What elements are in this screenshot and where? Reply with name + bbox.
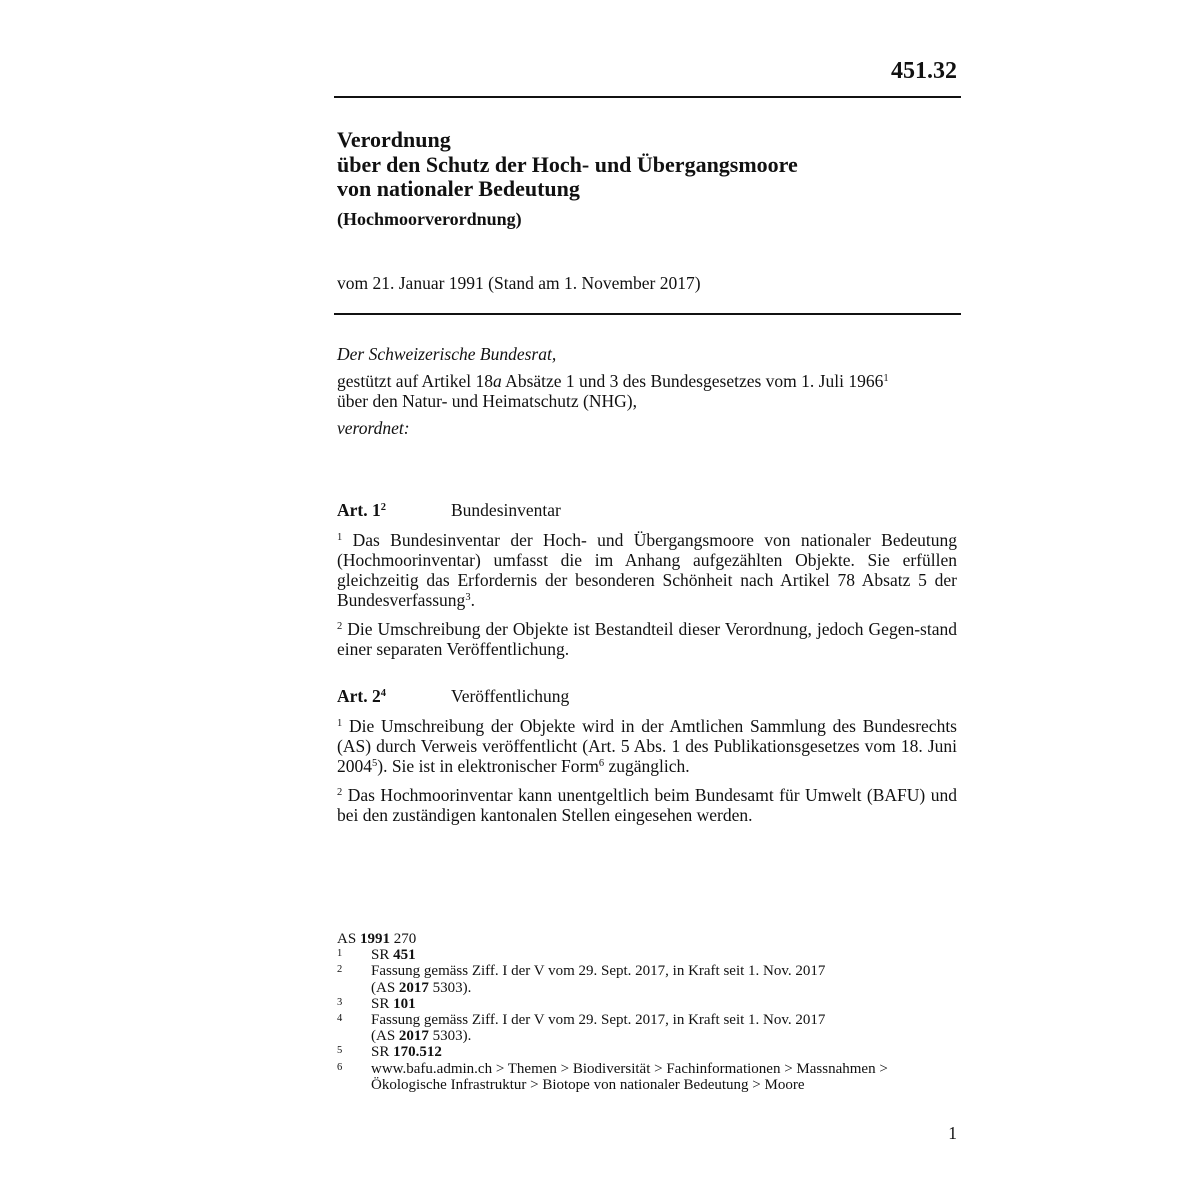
paragraph-number: 2 — [337, 621, 343, 632]
basis-italic: a — [493, 371, 502, 391]
page-number: 1 — [948, 1123, 957, 1143]
footnote-6-link[interactable]: www.bafu.admin.ch > Themen > Biodiversität > Fachinformationen > Massnahmen > — [371, 1060, 888, 1077]
basis-line-2: über den Natur- und Heimatschutz (NHG), — [337, 391, 637, 411]
sr-number: 451.32 — [891, 58, 957, 84]
article-2-title: Veröffentlichung — [451, 686, 570, 706]
footnote-ref-5[interactable]: 5 — [372, 758, 378, 769]
article-2-paragraph-1: $^1$ Die Umschreibung der Objekte wird in der Amtlichen Sammlung des Bundesrechts (AS) durch Verweis veröffentlicht (Art. 5 Abs. 1 des Publikationsgesetzes vom 18. Juni 2004$^5$). Sie ist in elektronischer Form$^6$ zugänglich. — [337, 716, 957, 776]
preamble-basis — [337, 371, 957, 411]
footnote-3: 3 SR 101 — [337, 995, 416, 1012]
as-reference: AS 1991 270 — [337, 931, 417, 947]
footnotes — [337, 931, 957, 1093]
footnote-ref-1[interactable]: 1 — [883, 373, 889, 384]
footnote-4: 4 Fassung gemäss Ziff. I der V vom 29. Sept. 2017, in Kraft seit 1. Nov. 2017 (AS 2017 5303). — [337, 1012, 826, 1045]
short-title: (Hochmoorverordnung) — [337, 209, 522, 229]
title-line-3: von nationaler Bedeutung — [337, 176, 580, 201]
footnote-ref-3[interactable]: 3 — [465, 592, 471, 603]
paragraph-number: 1 — [337, 718, 343, 729]
footnote-ref-4[interactable]: 4 — [380, 688, 386, 699]
title-rule — [334, 313, 961, 315]
header-rule — [334, 96, 961, 98]
article-1-paragraph-1: $^1$ Das Bundesinventar der Hoch- und Übergangsmoore von nationaler Bedeutung (Hochmoorinventar) umfasst die im Anhang aufgezählten Objekte. Sie erfüllen gleichzeitig das Erfordernis der besonderen Schönheit nach Artikel 78 Absatz 5 der Bundesverfassung$^3$. — [337, 530, 957, 610]
article-1-paragraph-2: $^2$ Die Umschreibung der Objekte ist Bestandteil dieser Verordnung, jedoch Gegen-stand einer separaten Veröffentlichung. — [337, 619, 957, 659]
date-line: vom 21. Januar 1991 (Stand am 1. November 2017) — [337, 273, 701, 293]
footnote-1: 1 SR 451 — [337, 947, 416, 964]
paragraph-number: 1 — [337, 532, 343, 543]
title-line-1: Verordnung — [337, 127, 451, 152]
preamble-authority: Der Schweizerische Bundesrat, — [337, 344, 557, 364]
footnote-ref-6[interactable]: 6 — [598, 758, 605, 769]
article-1-title: Bundesinventar — [451, 500, 561, 520]
article-2-paragraph-2: $^2$ Das Hochmoorinventar kann unentgeltlich beim Bundesamt für Umwelt (BAFU) und bei den zuständigen kantonalen Stellen eingesehen werden. — [337, 785, 957, 825]
footnote-5: 5 SR 170.512 — [337, 1044, 442, 1061]
ordinance-title — [337, 128, 957, 202]
article-1-heading — [337, 500, 561, 521]
article-2-label: Art. $2^4$ — [337, 686, 386, 706]
basis-text-a: gestützt auf Artikel 18 — [337, 371, 494, 391]
article-2-heading — [337, 686, 569, 707]
paragraph-number: 2 — [337, 787, 343, 798]
preamble-decree: verordnet: — [337, 418, 410, 438]
article-1-label: Art. $1^2$ — [337, 500, 386, 520]
footnote-ref-2[interactable]: 2 — [380, 502, 386, 513]
footnote-2: 2 Fassung gemäss Ziff. I der V vom 29. Sept. 2017, in Kraft seit 1. Nov. 2017 (AS 2017 5303). — [337, 963, 826, 996]
footnote-6: 6 www.bafu.admin.ch > Themen > Biodiversität > Fachinformationen > Massnahmen > Ökologische Infrastruktur > Biotope von nationaler Bedeutung > Moore — [337, 1060, 888, 1093]
basis-text-b: Absätze 1 und 3 des Bundesgesetzes vom 1. Juli 1966 — [501, 371, 884, 391]
title-line-2: über den Schutz der Hoch- und Übergangsmoore — [337, 151, 798, 177]
